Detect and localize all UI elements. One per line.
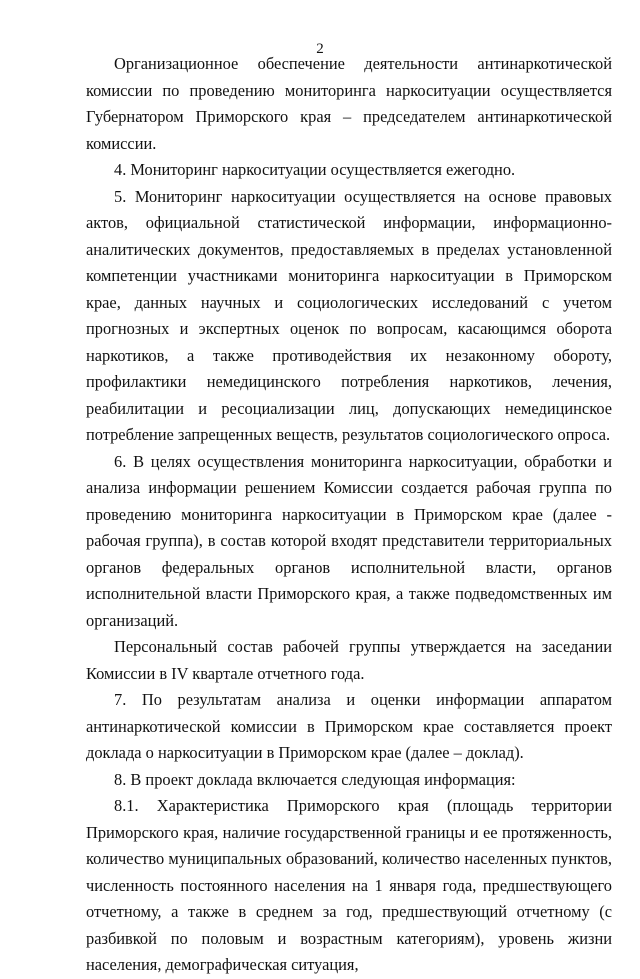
paragraph-8-1-region-characteristics: 8.1. Характеристика Приморского края (площадь территории Приморского края, наличие государственной границы и ее протяженность, количество муниципальных образований, количество населенных пунктов, численность постоянного населения на 1 января года, предшествующего отчетному, а также в среднем за год, предшествующий отчетному (с разбивкой по половым и возрастным категориям), уровень жизни населения, демографическая ситуация,	[86, 796, 612, 974]
page-number: 2	[316, 41, 324, 57]
paragraph-4-annual-monitoring: 4. Мониторинг наркоситуации осуществляется ежегодно.	[114, 160, 516, 179]
document-body	[86, 51, 612, 979]
paragraph-working-group-composition: Персональный состав рабочей группы утверждается на заседании Комиссии в IV квартале отчетного года.	[86, 637, 612, 683]
paragraph-6-working-group: 6. В целях осуществления мониторинга наркоситуации, обработки и анализа информации решением Комиссии создается рабочая группа по проведению мониторинга наркоситуации в Приморском крае (далее - рабочая группа), в состав которой входят представители территориальных органов федеральных органов исполнительной власти, органов исполнительной власти Приморского края, а также подведомственных им организаций.	[86, 451, 612, 630]
paragraph-7-report-draft: 7. По результатам анализа и оценки информации аппаратом антинаркотической комиссии в Приморском крае составляется проект доклада о наркоситуации в Приморском крае (далее – доклад).	[86, 690, 612, 762]
paragraph-5-monitoring-basis: 5. Мониторинг наркоситуации осуществляется на основе правовых актов, официальной статистической информации, информационно-аналитических документов, предоставляемых в пределах установленной компетенции участниками мониторинга наркоситуации в Приморском крае, данных научных и социологических исследований с учетом прогнозных и экспертных оценок по вопросам, касающимся оборота наркотиков, а также противодействия их незаконному обороту, профилактики немедицинского потребления наркотиков, лечения, реабилитации и ресоциализации лиц, допускающих немедицинское потребление запрещенных веществ, результатов социологического опроса.	[86, 186, 612, 444]
paragraph-8-report-contents: 8. В проект доклада включается следующая информация:	[114, 769, 516, 789]
paragraph-commission-support: Организационное обеспечение деятельности антинаркотической комиссии по проведению мониторинга наркоситуации осуществляется Губернатором Приморского края – председателем антинаркотической комиссии.	[86, 54, 612, 153]
